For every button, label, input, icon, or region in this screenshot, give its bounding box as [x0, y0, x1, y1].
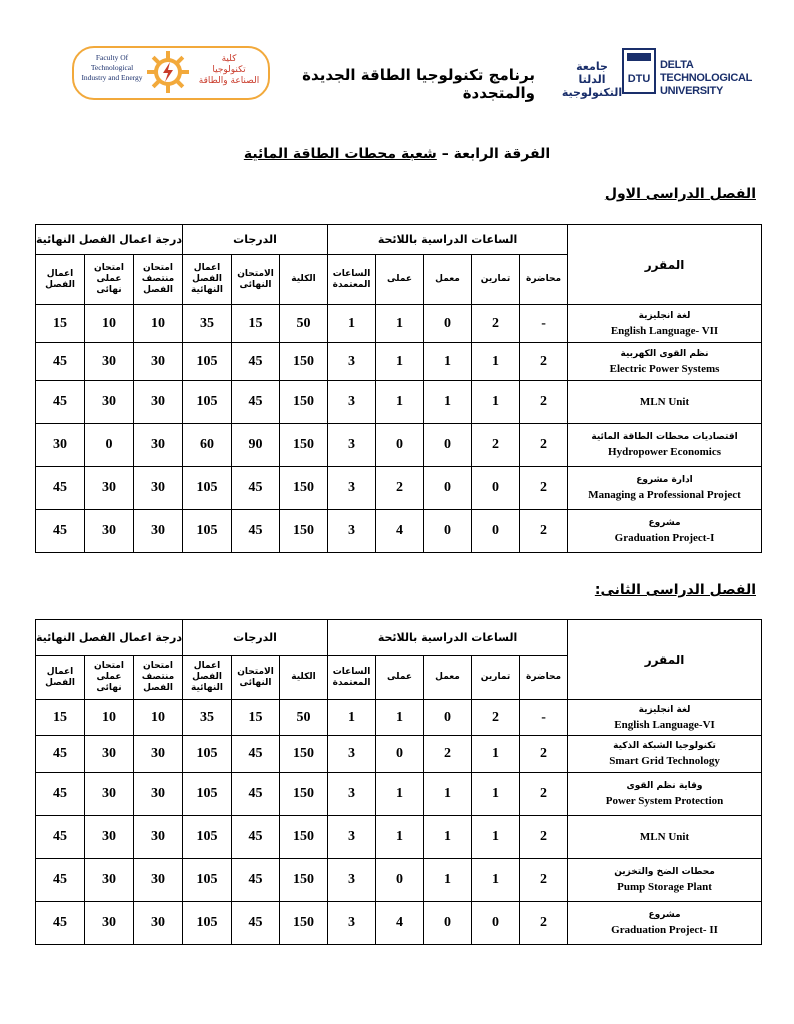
cell-lab: 0: [424, 467, 472, 510]
cell-midterm: 30: [134, 816, 183, 859]
cell-total: 150: [280, 736, 328, 773]
header-practical-final: امتحان عملى نهائى: [85, 255, 134, 305]
cell-credit: 3: [328, 467, 376, 510]
faculty-logo-ar-line: تكنولوجيا: [212, 65, 246, 75]
cell-practical: 1: [376, 381, 424, 424]
cell-credit: 3: [328, 510, 376, 553]
gear-lightning-icon: [146, 50, 190, 94]
cell-practical: 1: [376, 700, 424, 736]
cell-semester-work: 45: [36, 343, 85, 381]
header-group-coursework: درجة اعمال الفصل النهائية: [36, 620, 183, 656]
level-title: [0, 146, 794, 162]
cell-final-exam: 15: [232, 305, 280, 343]
cell-final-exam: 45: [232, 859, 280, 902]
course-name-arabic: اقتصاديات محطات الطاقة المائية: [591, 432, 738, 442]
cell-exercises: 1: [472, 343, 520, 381]
header-practical: عملى: [376, 255, 424, 305]
header-group-grades: الدرجات: [183, 225, 328, 255]
cell-total: 150: [280, 510, 328, 553]
cell-final-exam: 45: [232, 343, 280, 381]
cell-coursework-final: 105: [183, 467, 232, 510]
header-credit: الساعات المعتمدة: [328, 255, 376, 305]
cell-lab: 1: [424, 773, 472, 816]
cell-final-exam: 45: [232, 902, 280, 945]
table-row: [36, 736, 762, 773]
cell-exercises: 1: [472, 736, 520, 773]
table-row: [36, 510, 762, 553]
course-table-semester-2: [35, 619, 762, 945]
table-row: [36, 902, 762, 945]
cell-final-exam: 90: [232, 424, 280, 467]
header-practical: عملى: [376, 656, 424, 700]
cell-practical-final: 30: [85, 381, 134, 424]
cell-semester-work: 45: [36, 381, 85, 424]
cell-total: 150: [280, 773, 328, 816]
header-course: المقرر: [568, 225, 762, 305]
cell-total: 150: [280, 902, 328, 945]
cell-lab: 2: [424, 736, 472, 773]
cell-practical-final: 30: [85, 467, 134, 510]
cell-practical-final: 30: [85, 816, 134, 859]
course-name-english: Electric Power Systems: [609, 362, 720, 375]
course-name-cell: [568, 859, 762, 902]
cell-lecture: -: [520, 305, 568, 343]
header-final-exam: الامتحان النهائى: [232, 255, 280, 305]
cell-final-exam: 45: [232, 467, 280, 510]
course-name-cell: [568, 902, 762, 945]
cell-semester-work: 45: [36, 467, 85, 510]
cell-lecture: 2: [520, 773, 568, 816]
cell-final-exam: 45: [232, 736, 280, 773]
course-name-cell: [568, 381, 762, 424]
cell-midterm: 30: [134, 736, 183, 773]
cell-final-exam: 45: [232, 816, 280, 859]
cell-coursework-final: 105: [183, 773, 232, 816]
cell-lecture: 2: [520, 381, 568, 424]
cell-exercises: 0: [472, 510, 520, 553]
cell-total: 150: [280, 467, 328, 510]
page-header: [0, 40, 794, 120]
cell-midterm: 10: [134, 305, 183, 343]
header-credit: الساعات المعتمدة: [328, 656, 376, 700]
cell-lab: 1: [424, 816, 472, 859]
course-name-cell: [568, 700, 762, 736]
cell-coursework-final: 105: [183, 816, 232, 859]
cell-practical: 1: [376, 343, 424, 381]
cell-coursework-final: 60: [183, 424, 232, 467]
cell-credit: 1: [328, 305, 376, 343]
course-name-cell: [568, 467, 762, 510]
course-name-english: Hydropower Economics: [608, 446, 722, 458]
cell-final-exam: 15: [232, 700, 280, 736]
university-logo-ar-line: جامعة الدلتا: [576, 60, 608, 86]
cell-midterm: 10: [134, 700, 183, 736]
semester-title: الفصل الدراسى الاول: [604, 186, 756, 202]
course-name-english: Smart Grid Technology: [609, 755, 720, 767]
header-midterm: امتحان منتصف الفصل: [134, 255, 183, 305]
table-row: [36, 816, 762, 859]
cell-credit: 3: [328, 343, 376, 381]
course-name-cell: [568, 305, 762, 343]
cell-credit: 3: [328, 381, 376, 424]
cell-exercises: 0: [472, 902, 520, 945]
course-name-arabic: لغة انجليزية: [638, 704, 691, 715]
university-logo-ar-line: التكنولوجية: [561, 86, 623, 99]
cell-exercises: 2: [472, 305, 520, 343]
header-exercises: تمارين: [472, 255, 520, 305]
cell-semester-work: 45: [36, 859, 85, 902]
course-rows: [36, 700, 762, 945]
semester-title: الفصل الدراسى الثانى:: [594, 582, 756, 598]
course-name-arabic: مشروع: [648, 910, 681, 920]
cell-midterm: 30: [134, 510, 183, 553]
cell-practical: 4: [376, 510, 424, 553]
course-name-cell: [568, 343, 762, 381]
cell-exercises: 0: [472, 467, 520, 510]
cell-practical: 4: [376, 902, 424, 945]
level-title-prefix: الفرقة الرابعة –: [436, 146, 551, 162]
cell-credit: 3: [328, 816, 376, 859]
cell-lecture: 2: [520, 467, 568, 510]
course-name-english: Graduation Project- II: [611, 924, 718, 936]
cell-semester-work: 45: [36, 736, 85, 773]
cell-lab: 1: [424, 859, 472, 902]
header-lab: معمل: [424, 255, 472, 305]
cell-practical-final: 30: [85, 859, 134, 902]
cell-midterm: 30: [134, 424, 183, 467]
table-row: [36, 859, 762, 902]
cell-semester-work: 45: [36, 773, 85, 816]
course-name-cell: [568, 736, 762, 773]
course-name-arabic: محطات الضخ والتخزين: [614, 867, 715, 877]
course-name-english: English Language- VII: [610, 324, 719, 337]
course-name-arabic: لغة انجليزية: [638, 310, 691, 321]
table-row: [36, 700, 762, 736]
cell-coursework-final: 35: [183, 305, 232, 343]
cell-practical: 1: [376, 816, 424, 859]
header-total: الكلية: [280, 656, 328, 700]
course-name-arabic: وقاية نظم القوى: [626, 781, 703, 791]
header-midterm: امتحان منتصف الفصل: [134, 656, 183, 700]
cell-coursework-final: 105: [183, 343, 232, 381]
faculty-logo-en-line: Technological: [90, 63, 134, 72]
cell-lecture: 2: [520, 510, 568, 553]
cell-coursework-final: 105: [183, 736, 232, 773]
cell-total: 150: [280, 343, 328, 381]
course-name-arabic: تكنولوجيا الشبكة الذكية: [613, 741, 716, 751]
header-lecture: محاضرة: [520, 656, 568, 700]
course-name-cell: [568, 424, 762, 467]
cell-practical-final: 30: [85, 736, 134, 773]
cell-exercises: 2: [472, 424, 520, 467]
cell-midterm: 30: [134, 773, 183, 816]
table-row: [36, 381, 762, 424]
cell-total: 150: [280, 816, 328, 859]
cell-practical: 2: [376, 467, 424, 510]
course-rows: [36, 305, 762, 553]
cell-credit: 1: [328, 700, 376, 736]
course-name-english: English Language-VI: [614, 718, 715, 731]
cell-final-exam: 45: [232, 381, 280, 424]
header-group-grades: الدرجات: [183, 620, 328, 656]
cell-semester-work: 15: [36, 305, 85, 343]
cell-practical: 0: [376, 736, 424, 773]
header-coursework-final: اعمال الفصل النهائية: [183, 656, 232, 700]
cell-credit: 3: [328, 424, 376, 467]
table-row: [36, 424, 762, 467]
header-group-coursework: درجة اعمال الفصل النهائية: [36, 225, 183, 255]
cell-lab: 1: [424, 343, 472, 381]
cell-lecture: 2: [520, 902, 568, 945]
table-row: [36, 343, 762, 381]
cell-semester-work: 45: [36, 902, 85, 945]
course-name-arabic: مشروع: [648, 518, 681, 528]
header-group-hours: الساعات الدراسية باللائحة: [328, 225, 568, 255]
cell-practical-final: 10: [85, 305, 134, 343]
header-practical-final: امتحان عملى نهائى: [85, 656, 134, 700]
table-row: [36, 305, 762, 343]
university-logo-arabic: [561, 60, 623, 99]
cell-coursework-final: 105: [183, 381, 232, 424]
cell-midterm: 30: [134, 381, 183, 424]
cell-exercises: 1: [472, 859, 520, 902]
cell-lecture: 2: [520, 424, 568, 467]
header-coursework-final: اعمال الفصل النهائية: [183, 255, 232, 305]
cell-credit: 3: [328, 902, 376, 945]
course-name-cell: [568, 510, 762, 553]
cell-practical: 1: [376, 773, 424, 816]
table-row: [36, 467, 762, 510]
university-logo-mark-text: DTU: [627, 73, 651, 85]
faculty-logo-en-line: Faculty Of: [95, 53, 129, 62]
cell-credit: 3: [328, 859, 376, 902]
cell-midterm: 30: [134, 859, 183, 902]
university-logo-en-line: UNIVERSITY: [660, 85, 724, 97]
cell-lab: 0: [424, 902, 472, 945]
cell-lecture: 2: [520, 736, 568, 773]
header-group-hours: الساعات الدراسية باللائحة: [328, 620, 568, 656]
header-lab: معمل: [424, 656, 472, 700]
cell-total: 150: [280, 859, 328, 902]
course-name-english: MLN Unit: [639, 395, 690, 408]
cell-exercises: 1: [472, 381, 520, 424]
cell-final-exam: 45: [232, 773, 280, 816]
level-title-section: شعبة محطات الطاقة المائية: [243, 146, 437, 162]
cell-exercises: 2: [472, 700, 520, 736]
university-logo-en-line: DELTA TECHNOLOGICAL: [660, 59, 753, 84]
header-semester-work: اعمال الفصل: [36, 656, 85, 700]
cell-practical-final: 0: [85, 424, 134, 467]
table-row: [36, 773, 762, 816]
faculty-logo-english: [80, 53, 144, 83]
cell-semester-work: 45: [36, 816, 85, 859]
faculty-logo-ar-line: الصناعة والطاقة: [198, 76, 260, 86]
cell-exercises: 1: [472, 816, 520, 859]
cell-lecture: -: [520, 700, 568, 736]
cell-semester-work: 15: [36, 700, 85, 736]
cell-midterm: 30: [134, 467, 183, 510]
cell-lab: 0: [424, 305, 472, 343]
cell-practical: 0: [376, 859, 424, 902]
cell-coursework-final: 105: [183, 859, 232, 902]
header-exercises: تمارين: [472, 656, 520, 700]
cell-practical: 0: [376, 424, 424, 467]
faculty-logo: [72, 46, 270, 100]
course-name-arabic: نظم القوى الكهربية: [620, 348, 709, 359]
cell-credit: 3: [328, 736, 376, 773]
faculty-logo-ar-line: كلية: [221, 54, 237, 64]
course-name-english: Pump Storage Plant: [617, 881, 712, 893]
cell-semester-work: 45: [36, 510, 85, 553]
header-course: المقرر: [568, 620, 762, 700]
faculty-logo-en-line: Industry and Energy: [81, 73, 143, 82]
cell-lab: 0: [424, 700, 472, 736]
header-lecture: محاضرة: [520, 255, 568, 305]
cell-practical-final: 30: [85, 510, 134, 553]
cell-practical-final: 30: [85, 902, 134, 945]
cell-total: 150: [280, 381, 328, 424]
header-final-exam: الامتحان النهائى: [232, 656, 280, 700]
cell-practical-final: 10: [85, 700, 134, 736]
cell-total: 50: [280, 305, 328, 343]
cell-practical: 1: [376, 305, 424, 343]
header-semester-work: اعمال الفصل: [36, 255, 85, 305]
cell-exercises: 1: [472, 773, 520, 816]
cell-coursework-final: 105: [183, 510, 232, 553]
program-title: برنامج تكنولوجيا الطاقة الجديدة والمتجددة: [302, 66, 535, 102]
university-logo-english: [660, 59, 760, 98]
cell-coursework-final: 35: [183, 700, 232, 736]
cell-lecture: 2: [520, 859, 568, 902]
cell-lecture: 2: [520, 816, 568, 859]
cell-lecture: 2: [520, 343, 568, 381]
cell-midterm: 30: [134, 343, 183, 381]
faculty-logo-arabic: [196, 54, 262, 87]
cell-midterm: 30: [134, 902, 183, 945]
university-logo-mark-icon: [622, 48, 656, 94]
course-table-semester-1: [35, 224, 762, 553]
course-name-cell: [568, 816, 762, 859]
cell-lab: 0: [424, 424, 472, 467]
cell-total: 150: [280, 424, 328, 467]
cell-credit: 3: [328, 773, 376, 816]
cell-final-exam: 45: [232, 510, 280, 553]
course-name-english: Power System Protection: [605, 795, 724, 807]
course-name-english: Graduation Project-I: [614, 532, 715, 544]
cell-coursework-final: 105: [183, 902, 232, 945]
cell-lab: 1: [424, 381, 472, 424]
course-name-cell: [568, 773, 762, 816]
course-name-english: Managing a Professional Project: [588, 489, 741, 501]
cell-practical-final: 30: [85, 343, 134, 381]
cell-semester-work: 30: [36, 424, 85, 467]
cell-practical-final: 30: [85, 773, 134, 816]
cell-total: 50: [280, 700, 328, 736]
header-total: الكلية: [280, 255, 328, 305]
course-name-arabic: ادارة مشروع: [636, 475, 693, 485]
course-name-english: MLN Unit: [639, 830, 690, 843]
cell-lab: 0: [424, 510, 472, 553]
